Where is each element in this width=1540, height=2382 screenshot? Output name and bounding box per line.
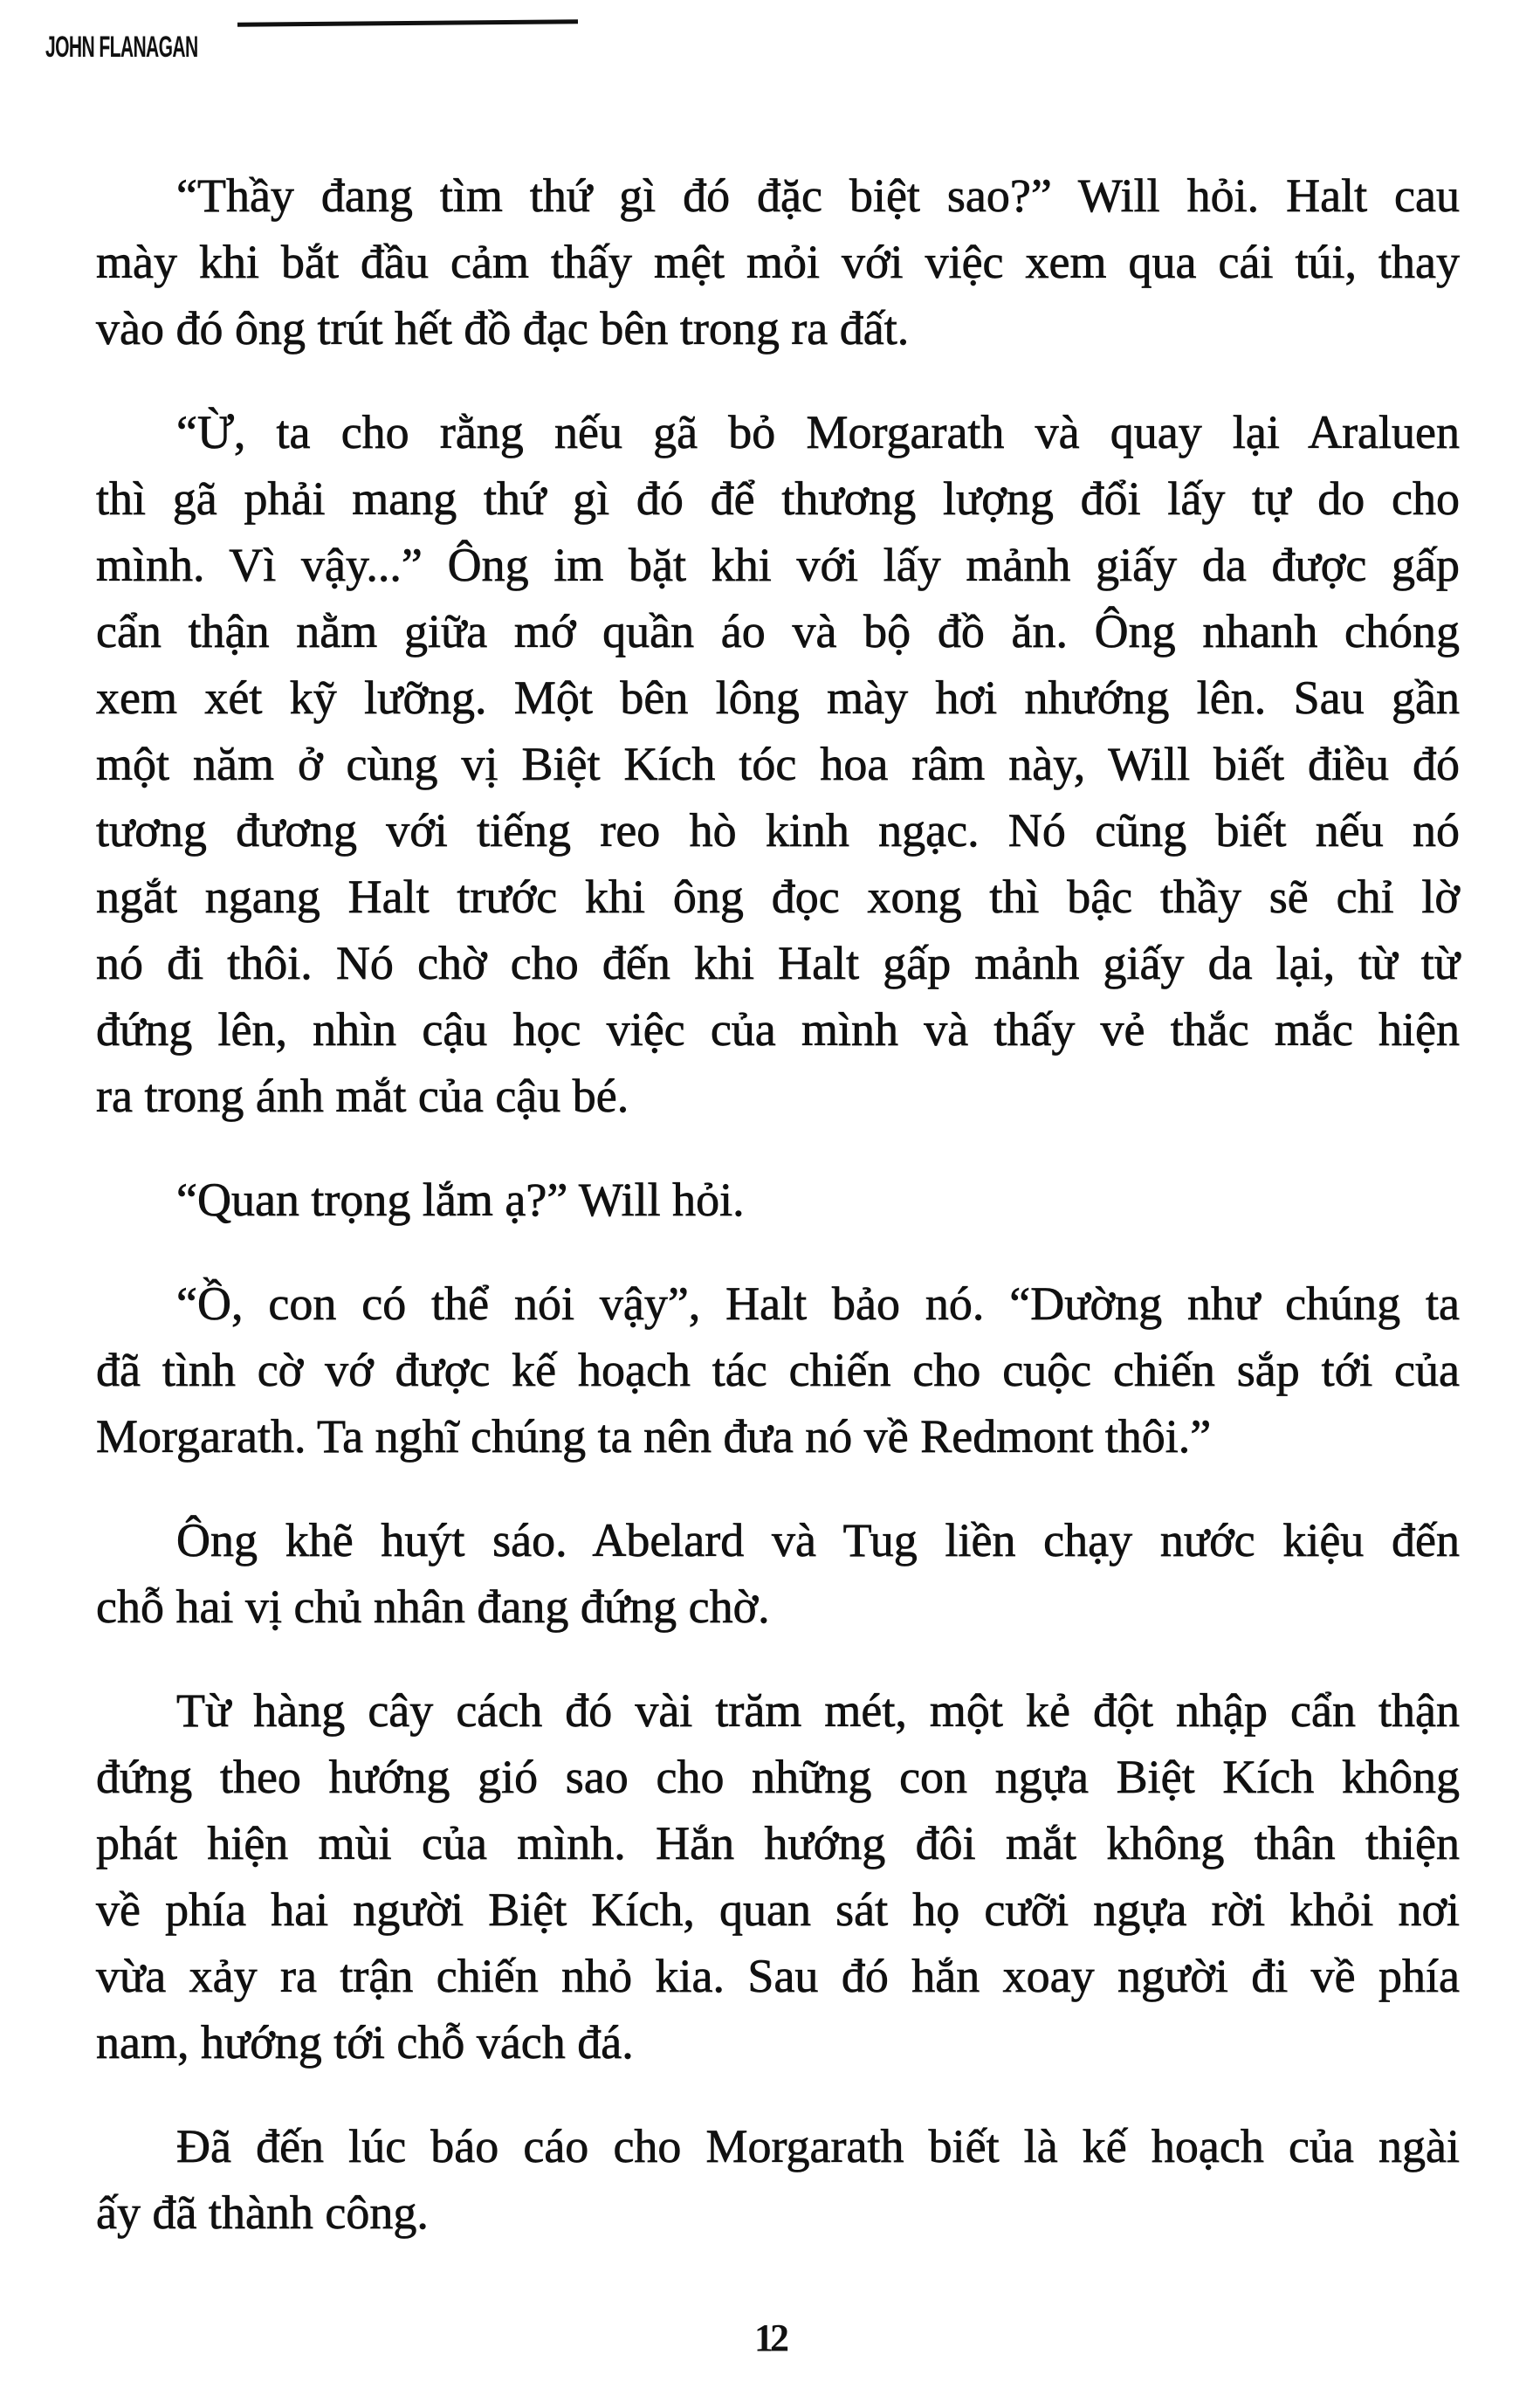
paragraph <box>96 1677 1460 2076</box>
text-line: ra trong ánh mắt của cậu bé. <box>96 1070 629 1122</box>
text-line: Đã đến lúc báo cáo cho Morgarath biết là kế hoạch của ngài <box>176 2120 1460 2172</box>
text-line: phát hiện mùi của mình. Hắn hướng đôi mắt không thân thiện <box>96 1817 1460 1869</box>
text-line: Morgarath. Ta nghĩ chúng ta nên đưa nó về Redmont thôi.” <box>96 1410 1212 1463</box>
text-line: vào đó ông trút hết đồ đạc bên trong ra đất. <box>96 302 910 355</box>
paragraph <box>96 2113 1460 2246</box>
text-line: chỗ hai vị chủ nhân đang đứng chờ. <box>96 1580 770 1633</box>
text-line: “Thầy đang tìm thứ gì đó đặc biệt sao?” Will hỏi. Halt cau <box>176 169 1460 222</box>
paragraph <box>96 1270 1460 1470</box>
text-line: tương đương với tiếng reo hò kinh ngạc. Nó cũng biết nếu nó <box>96 804 1460 857</box>
paragraph <box>96 1167 1460 1233</box>
body-text <box>96 162 1460 2246</box>
text-line: “Ồ, con có thể nói vậy”, Halt bảo nó. “Dường như chúng ta <box>176 1277 1460 1330</box>
text-line: “Quan trọng lắm ạ?” Will hỏi. <box>176 1174 745 1226</box>
header-rule <box>237 19 578 26</box>
text-line: “Ừ, ta cho rằng nếu gã bỏ Morgarath và quay lại Araluen <box>176 406 1460 458</box>
text-line: ngắt ngang Halt trước khi ông đọc xong thì bậc thầy sẽ chỉ lờ <box>96 871 1460 923</box>
text-line: Từ hàng cây cách đó vài trăm mét, một kẻ đột nhập cẩn thận <box>176 1684 1460 1737</box>
paragraph <box>96 399 1460 1129</box>
text-line: Ông khẽ huýt sáo. Abelard và Tug liền chạy nước kiệu đến <box>176 1514 1460 1566</box>
text-line: vừa xảy ra trận chiến nhỏ kia. Sau đó hắn xoay người đi về phía <box>96 1950 1460 2002</box>
page-number: 12 <box>754 2317 786 2359</box>
running-header <box>45 26 220 65</box>
text-line: đứng lên, nhìn cậu học việc của mình và thấy vẻ thắc mắc hiện <box>96 1003 1460 1056</box>
paragraph <box>96 1507 1460 1640</box>
text-line: nó đi thôi. Nó chờ cho đến khi Halt gấp mảnh giấy da lại, từ từ <box>96 937 1460 989</box>
text-line: đứng theo hướng gió sao cho những con ngựa Biệt Kích không <box>96 1751 1460 1803</box>
paragraph <box>96 162 1460 361</box>
text-line: nam, hướng tới chỗ vách đá. <box>96 2016 634 2069</box>
text-line: về phía hai người Biệt Kích, quan sát họ cưỡi ngựa rời khỏi nơi <box>96 1883 1460 1936</box>
text-line: mình. Vì vậy...” Ông im bặt khi với lấy mảnh giấy da được gấp <box>96 539 1460 591</box>
text-line: mày khi bắt đầu cảm thấy mệt mỏi với việc xem qua cái túi, thay <box>96 236 1460 288</box>
text-line: một năm ở cùng vị Biệt Kích tóc hoa râm này, Will biết điều đó <box>96 738 1460 790</box>
text-line: xem xét kỹ lưỡng. Một bên lông mày hơi nhướng lên. Sau gần <box>96 671 1460 724</box>
text-line: cẩn thận nằm giữa mớ quần áo và bộ đồ ăn. Ông nhanh chóng <box>96 605 1460 657</box>
running-header-author: JOHN FLANAGAN <box>45 31 198 64</box>
text-line: đã tình cờ vớ được kế hoạch tác chiến cho cuộc chiến sắp tới của <box>96 1344 1460 1396</box>
text-line: thì gã phải mang thứ gì đó để thương lượng đổi lấy tự do cho <box>96 472 1460 525</box>
text-line: ấy đã thành công. <box>96 2186 429 2239</box>
